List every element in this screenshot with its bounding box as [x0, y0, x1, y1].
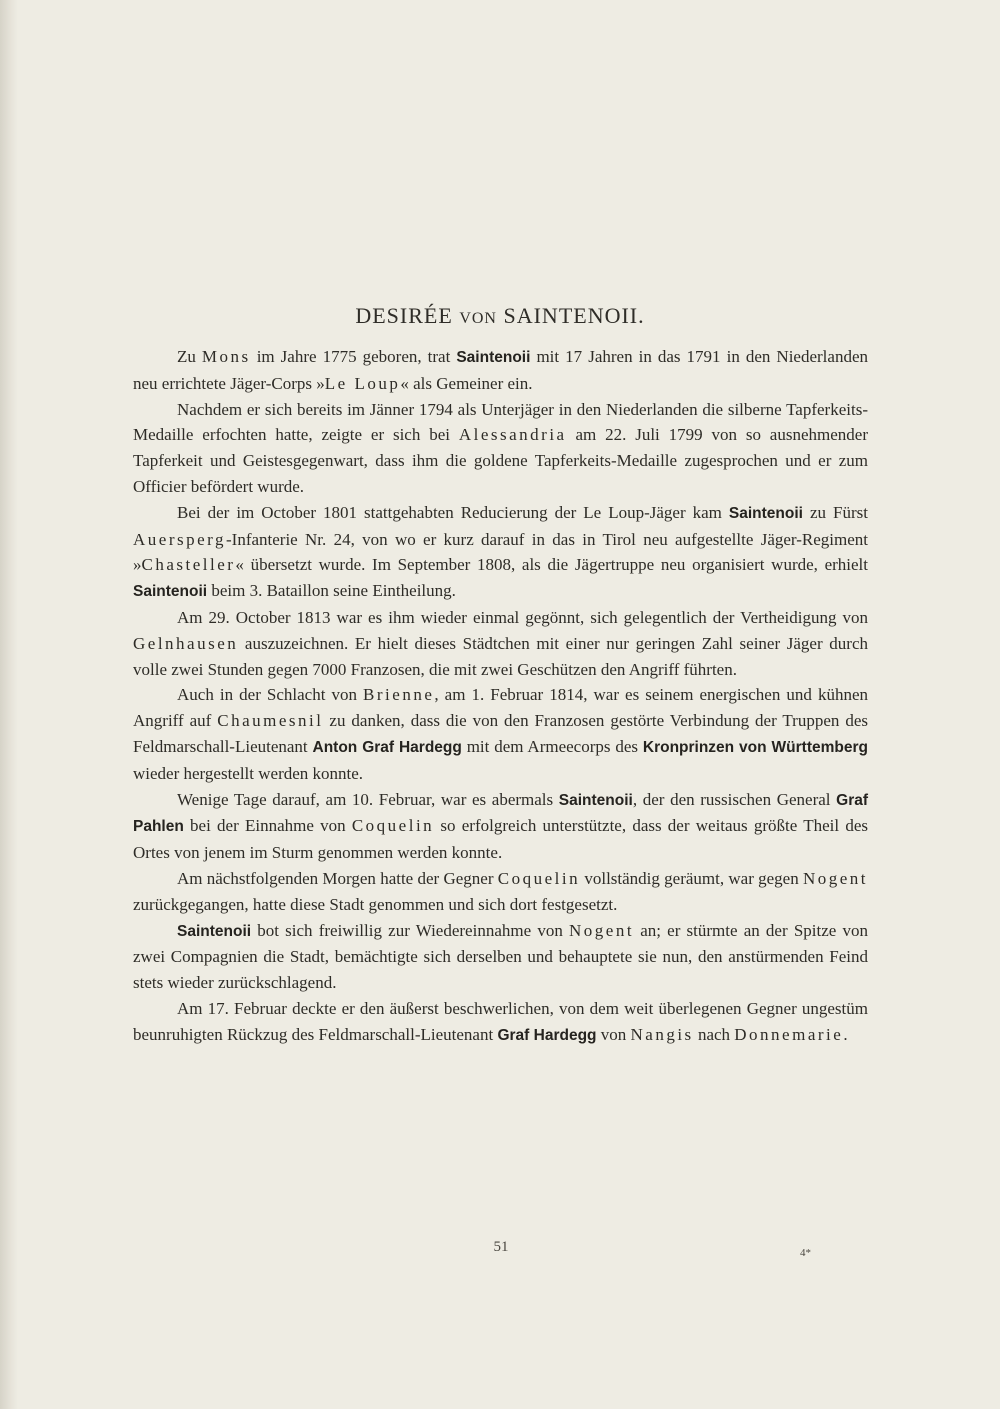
spaced-name: Coquelin — [351, 816, 435, 836]
spaced-name: Mons — [201, 347, 251, 366]
text-run: vollständig geräumt, war gegen — [580, 868, 803, 888]
title-part: DESIRÉE — [355, 303, 460, 328]
text-run: Am 29. October 1813 war es ihm wieder einmal gegönnt, sich gelegentlich der Vertheidigung von — [177, 607, 868, 627]
paragraph-2 — [133, 397, 868, 500]
text-run: von — [596, 1024, 631, 1044]
text-run: zurückgegangen, hatte diese Stadt genommen und sich dort festgesetzt. — [133, 894, 618, 914]
text-run: im Jahre 1775 geboren, trat — [250, 347, 457, 366]
text-run: , am 1. Februar 1814, war es seinem energischen und kühnen Angriff auf — [133, 685, 868, 731]
paragraph-4 — [133, 605, 868, 682]
text-run: Am 17. Februar deckte er den äußerst beschwerlichen, von dem weit überlegenen Gegner ungestüm beunruhigten Rückzug des Feldmarschall-Lieutenant — [133, 998, 868, 1044]
spaced-name: Chasteller — [141, 555, 236, 575]
text-run: Am nächstfolgenden Morgen hatte der Gegner — [177, 868, 498, 888]
text-run: auszuzeichnen. Er hielt dieses Städtchen mit einer nur geringen Zahl seiner Jäger durch volle zwei Stunden gegen 7000 Franzosen, die mit zwei Geschützen den Angriff führten. — [133, 633, 868, 679]
text-run: mit 17 Jahren in das 1791 in den Niederlanden neu errichtete Jäger-Corps » — [133, 347, 868, 393]
spaced-name: Alessandria — [458, 425, 567, 445]
paragraph-9 — [133, 996, 868, 1049]
spaced-name: Chaumesnil — [217, 711, 324, 731]
bold-name: Graf Hardegg — [497, 1026, 597, 1044]
page-spine-shadow — [0, 0, 18, 1409]
spaced-name: Auersperg — [133, 529, 226, 549]
spaced-name: Nangis — [630, 1024, 694, 1044]
text-run: nach — [693, 1024, 735, 1044]
text-run: « als Gemeiner ein. — [400, 373, 533, 393]
text-run: . — [843, 1024, 848, 1044]
text-run: Nachdem er sich bereits im Jänner 1794 als Unterjäger in den Niederlanden die silberne Tapferkeits-Medaille erfochten hatte, zeigte er sich bei — [133, 399, 868, 445]
text-run: beim 3. Bataillon seine Eintheilung. — [207, 581, 456, 601]
bold-name: Saintenoii — [558, 791, 633, 809]
chapter-title — [0, 303, 1000, 329]
spaced-name: Le Loup — [324, 373, 401, 393]
text-run: Wenige Tage darauf, am 10. Februar, war es abermals — [177, 789, 559, 809]
spaced-name: Nogent — [569, 920, 635, 940]
paragraph-8 — [133, 918, 868, 996]
text-run: mit dem Armeecorps des — [461, 736, 643, 756]
bold-name: Saintenoii — [728, 504, 803, 522]
spaced-name: Nogent — [802, 868, 869, 888]
spaced-name: Donnemarie — [734, 1024, 844, 1044]
text-run: Zu — [177, 347, 202, 366]
text-run: Bei der im October 1801 stattgehabten Reducierung der Le Loup-Jäger kam — [177, 502, 729, 522]
bold-name: Saintenoii — [133, 583, 208, 601]
text-run: zu Fürst — [802, 502, 868, 522]
spaced-name: Gelnhausen — [133, 633, 239, 653]
paragraph-5 — [133, 682, 868, 786]
text-run: -Infanterie Nr. 24, von wo er kurz darauf in das in Tirol neu aufgestellte Jäger-Regiment » — [133, 529, 868, 575]
text-run: Auch in der Schlacht von — [177, 685, 364, 705]
text-run: an; er stürmte an der Spitze von zwei Compagnien die Stadt, bemächtigte sich derselben und behauptete sie nun, den anstürmenden Feind stets wieder zurückschlagend. — [133, 920, 868, 993]
signature-mark: 4* — [800, 1247, 811, 1259]
bold-name: Saintenoii — [177, 922, 252, 940]
paragraph-6 — [133, 787, 868, 866]
title-part: SAINTENOII. — [496, 303, 645, 328]
bold-name: Kronprinzen von Württemberg — [642, 738, 868, 756]
text-run: zu danken, dass die von den Franzosen gestörte Verbindung der Truppen des Feldmarschall-Lieutenant — [133, 711, 868, 756]
text-run: bei der Einnahme von — [183, 816, 352, 836]
text-run: bot sich freiwillig zur Wiedereinnahme von — [251, 920, 569, 940]
spaced-name: Coquelin — [497, 868, 581, 888]
paragraph-1 — [133, 344, 868, 397]
title-part-small: VON — [459, 310, 497, 327]
bold-name: Anton Graf Hardegg — [312, 738, 462, 756]
bold-name: Graf Pahlen — [133, 791, 869, 836]
paragraph-3 — [133, 500, 868, 605]
paragraph-7 — [133, 866, 868, 918]
text-run: am 22. Juli 1799 von so ausnehmender Tapferkeit und Geistesgegenwart, dass ihm die goldene Tapferkeits-Medaille zugesprochen und er zum Officier befördert wurde. — [133, 425, 868, 496]
text-run: , der den russischen General — [632, 789, 837, 809]
spaced-name: Brienne — [363, 685, 435, 705]
text-run: so erfolgreich unterstützte, dass der weitaus größte Theil des Ortes von jenem im Sturm genommen werden konnte. — [133, 816, 868, 863]
bold-name: Saintenoii — [456, 349, 531, 366]
text-run: wieder hergestellt werden konnte. — [133, 763, 364, 783]
text-run: « übersetzt wurde. Im September 1808, als die Jägertruppe neu organisiert wurde, erhielt — [235, 555, 868, 575]
page-number: 51 — [493, 1239, 509, 1255]
body-text — [133, 344, 868, 1049]
